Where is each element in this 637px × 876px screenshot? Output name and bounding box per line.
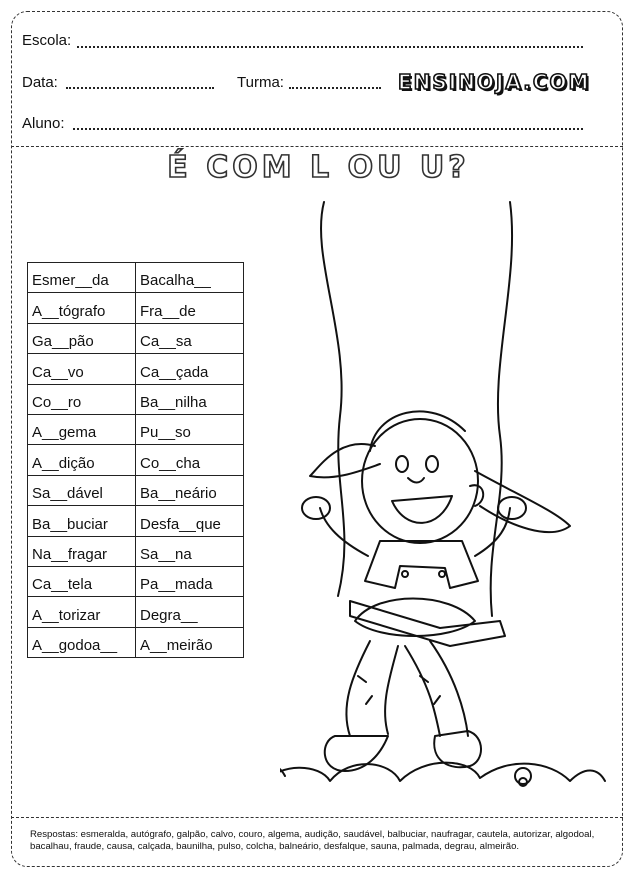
table-row — [28, 597, 244, 627]
word-cell-right: Co__cha — [136, 445, 244, 475]
skirt — [355, 599, 475, 637]
word-cell-left: A__dição — [28, 445, 136, 475]
word-cell-left: Ba__buciar — [28, 506, 136, 536]
table-row — [28, 263, 244, 293]
table-row — [28, 566, 244, 596]
table-row — [28, 384, 244, 414]
table-row — [28, 627, 244, 657]
school-field[interactable] — [77, 46, 583, 48]
leg-left — [346, 641, 370, 736]
header-divider — [11, 146, 623, 147]
word-cell-right: A__meirão — [136, 627, 244, 657]
word-cell-right: Ba__nilha — [136, 384, 244, 414]
table-row — [28, 293, 244, 323]
word-cell-right: Ca__çada — [136, 354, 244, 384]
word-cell-left: Ca__vo — [28, 354, 136, 384]
table-row — [28, 536, 244, 566]
word-cell-left: Sa__dável — [28, 475, 136, 505]
word-cell-left: Na__fragar — [28, 536, 136, 566]
worksheet-title: É COM L OU U? — [167, 150, 470, 185]
table-row — [28, 475, 244, 505]
table-row — [28, 445, 244, 475]
swing-rope-right — [491, 202, 512, 616]
word-cell-right: Pa__mada — [136, 566, 244, 596]
school-label: Escola: — [22, 32, 72, 49]
word-cell-left: Co__ro — [28, 384, 136, 414]
footer-divider — [11, 817, 623, 818]
word-cell-left: A__godoa__ — [28, 627, 136, 657]
word-cell-left: Ga__pão — [28, 323, 136, 353]
leg-right — [405, 646, 440, 736]
table-row — [28, 506, 244, 536]
word-cell-right: Sa__na — [136, 536, 244, 566]
bush-right — [280, 763, 605, 786]
word-cell-right: Ba__neário — [136, 475, 244, 505]
table-row — [28, 414, 244, 444]
answer-key: Respostas: esmeralda, autógrafo, galpão, calvo, couro, algema, audição, saudável, balbuciar, naufragar, cautela, autorizar, algodoal, bacalhau, fraude, causa, calçada, baunilha, pulso, colcha, balneário, desfalque, sauna, palmada, degrau, almeirão. — [30, 829, 595, 852]
hand-right — [498, 497, 526, 519]
word-cell-right: Pu__so — [136, 414, 244, 444]
table-row — [28, 354, 244, 384]
girl-on-swing-illustration — [280, 196, 610, 806]
date-field[interactable] — [66, 87, 214, 89]
word-cell-right: Fra__de — [136, 293, 244, 323]
hand-left — [302, 497, 330, 519]
shirt — [365, 541, 478, 588]
word-cell-right: Bacalha__ — [136, 263, 244, 293]
class-field[interactable] — [289, 87, 381, 89]
word-cell-right: Degra__ — [136, 597, 244, 627]
brand-logo: ENSINOJA.COM — [398, 70, 591, 94]
word-cell-left: Ca__tela — [28, 566, 136, 596]
student-field[interactable] — [73, 128, 583, 130]
class-label: Turma: — [237, 74, 284, 91]
word-cell-right: Desfa__que — [136, 506, 244, 536]
table-row — [28, 323, 244, 353]
word-cell-left: A__gema — [28, 414, 136, 444]
word-cell-left: A__torizar — [28, 597, 136, 627]
word-cell-left: A__tógrafo — [28, 293, 136, 323]
word-cell-left: Esmer__da — [28, 263, 136, 293]
word-table — [27, 262, 244, 658]
swing-seat — [350, 601, 505, 646]
mouth — [392, 496, 452, 523]
student-label: Aluno: — [22, 115, 65, 132]
word-cell-right: Ca__sa — [136, 323, 244, 353]
date-label: Data: — [22, 74, 58, 91]
